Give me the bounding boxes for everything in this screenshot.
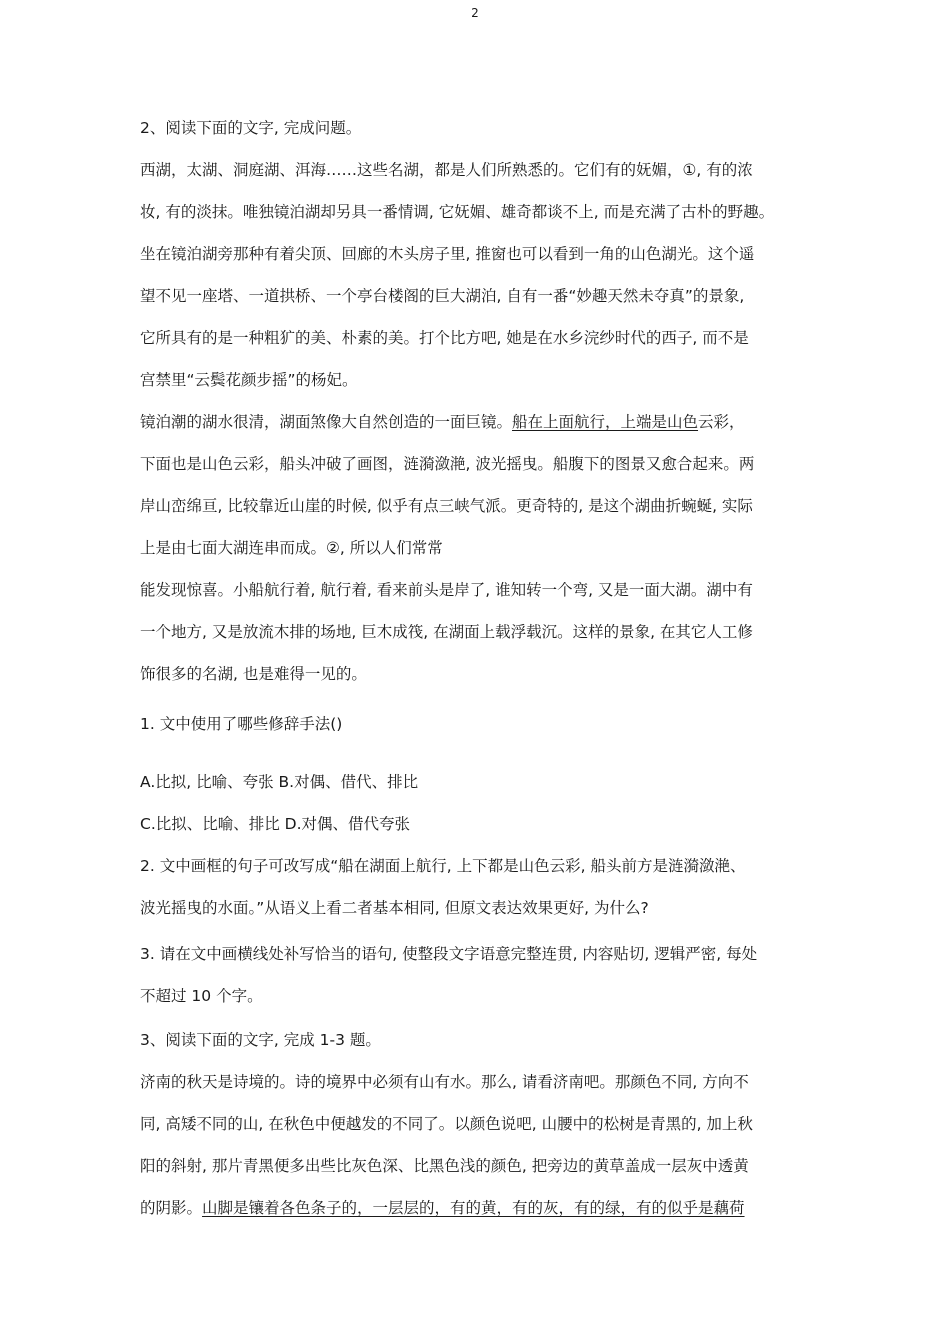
passage-line: 下面也是山色云彩，船头冲破了画图，涟漪潋滟, 波光摇曳。船腹下的图景又愈合起来。两 (140, 455, 755, 473)
question-2: 2. 文中画框的句子可改写成“船在湖面上航行, 上下都是山色云彩, 船头前方是涟漪潋滟、 (140, 857, 746, 875)
question-3: 不超过 10 个字。 (140, 987, 263, 1005)
passage-line (140, 412, 745, 432)
passage-line: 阳的斜射, 那片青黑便多出些比灰色深、比黑色浅的颜色, 把旁边的黄草盖成一层灰中透黄 (140, 1157, 749, 1175)
passage-line: 它所具有的是一种粗犷的美、朴素的美。打个比方吧, 她是在水乡浣纱时代的西子, 而不是 (140, 329, 749, 347)
passage-line: 一个地方, 又是放流木排的场地, 巨木成筏, 在湖面上载浮载沉。这样的景象, 在其它人工修 (140, 623, 753, 641)
question-2: 波光摇曳的水面。”从语义上看二者基本相同, 但原文表达效果更好, 为什么? (140, 899, 649, 917)
passage-line: 西湖，太湖、洞庭湖、洱海……这些名湖，都是人们所熟悉的。它们有的妩媚，①, 有的浓 (140, 161, 753, 179)
passage-line: 同, 高矮不同的山, 在秋色中便越发的不同了。以颜色说吧, 山腰中的松树是青黑的, 加上秋 (140, 1115, 753, 1133)
section-2-heading: 2、阅读下面的文字, 完成问题。 (140, 119, 362, 137)
question-1: 1. 文中使用了哪些修辞手法() (140, 715, 343, 733)
question-1-options: A.比拟, 比喻、夸张 B.对偶、借代、排比 (140, 773, 419, 791)
passage-line: 饰很多的名湖, 也是难得一见的。 (140, 665, 367, 683)
passage-line (140, 1198, 745, 1218)
page-number: 2 (471, 6, 479, 20)
passage-line: 宫禁里“云鬓花颜步摇”的杨妃。 (140, 371, 358, 389)
passage-line: 岸山峦绵亘, 比较靠近山崖的时候, 似乎有点三峡气派。更奇特的, 是这个湖曲折蜿蜒, 实际 (140, 497, 753, 515)
passage-line: 能发现惊喜。小船航行着, 航行着, 看来前头是岸了, 谁知转一个弯, 又是一面大湖。湖中有 (140, 581, 753, 599)
passage-line: 妆, 有的淡抹。唯独镜泊湖却另具一番情调, 它妩媚、雄奇都谈不上, 而是充满了古朴的野趣。 (140, 203, 775, 221)
passage-text: 镜泊潮的湖水很清，湖面煞像大自然创造的一面巨镜。 (140, 413, 513, 431)
passage-text: 云彩， (698, 413, 745, 431)
passage-line: 望不见一座塔、一道拱桥、一个亭台楼阁的巨大湖泊, 自有一番“妙趣天然未夺真”的景象, (140, 287, 745, 305)
passage-line: 济南的秋天是诗境的。诗的境界中必须有山有水。那么, 请看济南吧。那颜色不同, 方向不 (140, 1073, 749, 1091)
underlined-sentence: 山脚是镶着各色条子的，一层层的，有的黄，有的灰，有的绿，有的似乎是藕荷 (202, 1199, 745, 1217)
question-3: 3. 请在文中画横线处补写恰当的语句, 使整段文字语意完整连贯, 内容贴切, 逻辑严密, 每处 (140, 945, 758, 963)
passage-line: 坐在镜泊湖旁那种有着尖顶、回廊的木头房子里, 推窗也可以看到一角的山色湖光。这个遥 (140, 245, 755, 263)
underlined-sentence: 船在上面航行，上端是山色 (512, 413, 699, 431)
passage-line: 上是由七面大湖连串而成。②, 所以人们常常 (140, 539, 443, 557)
passage-text: 的阴影。 (140, 1199, 203, 1217)
section-3-heading: 3、阅读下面的文字, 完成 1-3 题。 (140, 1031, 381, 1049)
question-1-options: C.比拟、比喻、排比 D.对偶、借代夸张 (140, 815, 411, 833)
